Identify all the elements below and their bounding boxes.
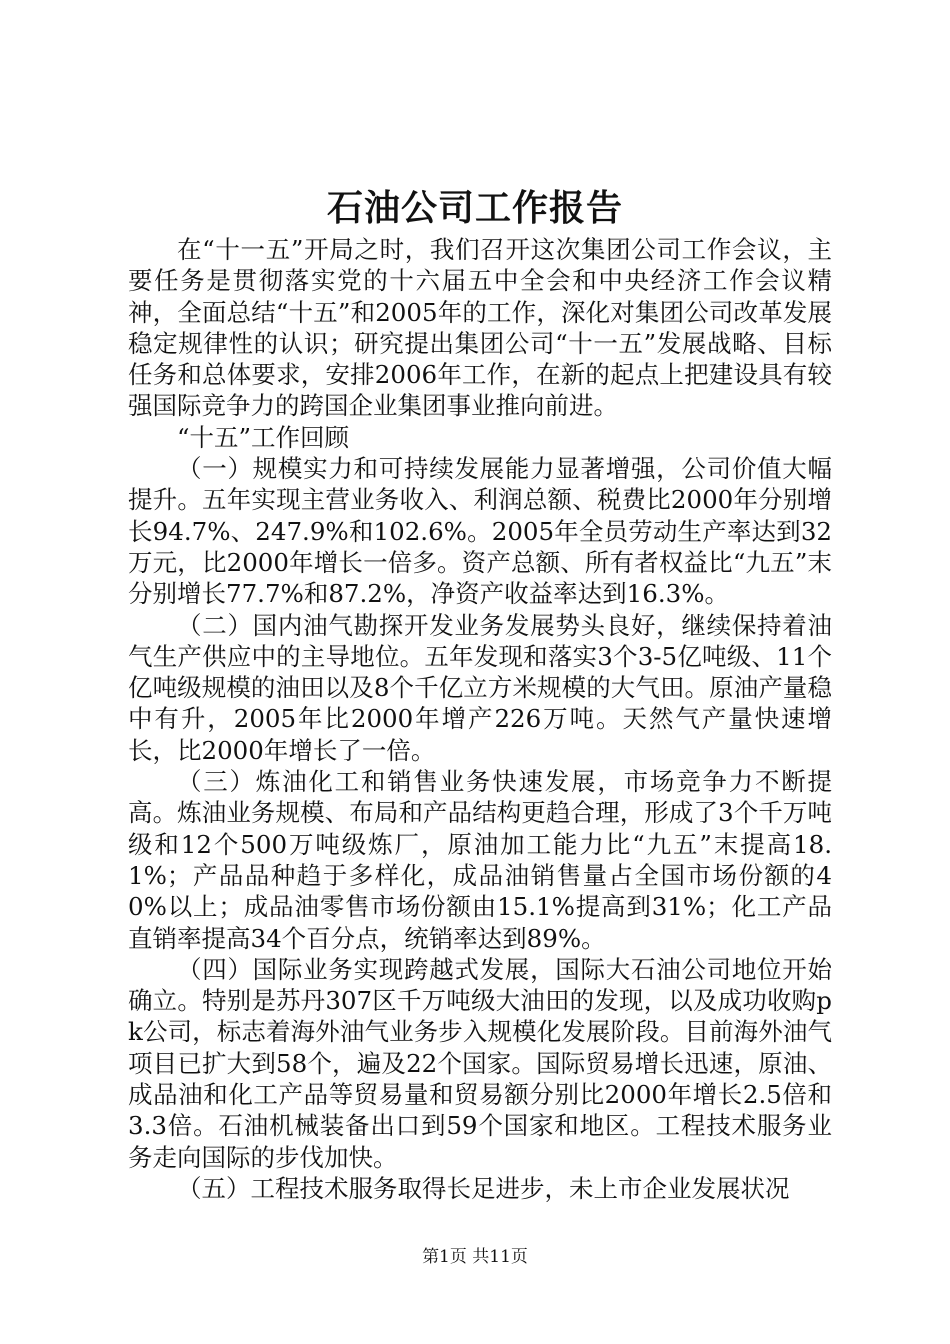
- page-footer: 第1页 共11页: [422, 1247, 528, 1267]
- document-title: 石油公司工作报告: [326, 187, 623, 229]
- document-body: [128, 234, 832, 1204]
- paragraph-item-1: （一）规模实力和可持续发展能力显著增强，公司价值大幅提升。五年实现主营业务收入、利润总额、税费比2000年分别增长94.7%、247.9%和102.6%。2005年全员劳动生产率达到32万元，比2000年增长一倍多。资产总额、所有者权益比“九五”末分别增长77.7%和87.2%，净资产收益率达到16.3%。: [128, 454, 832, 609]
- paragraph-item-2: （二）国内油气勘探开发业务发展势头良好，继续保持着油气生产供应中的主导地位。五年发现和落实3个3-5亿吨级、11个亿吨级规模的油田以及8个千亿立方米规模的大气田。原油产量稳中有升，2005年比2000年增产226万吨。天然气产量快速增长，比2000年增长了一倍。: [128, 610, 832, 765]
- paragraph-item-4: （四）国际业务实现跨越式发展，国际大石油公司地位开始确立。特别是苏丹307区千万吨级大油田的发现，以及成功收购pk公司，标志着海外油气业务步入规模化发展阶段。目前海外油气项目已扩大到58个，遍及22个国家。国际贸易增长迅速，原油、成品油和化工产品等贸易量和贸易额分别比2000年增长2.5倍和3.3倍。石油机械装备出口到59个国家和地区。工程技术服务业务走向国际的步伐加快。: [128, 954, 832, 1172]
- section-heading-review: “十五”工作回顾: [177, 422, 350, 452]
- paragraph-item-5: （五）工程技术服务取得长足进步，未上市企业发展状况: [177, 1173, 790, 1203]
- paragraph-item-3: （三）炼油化工和销售业务快速发展，市场竞争力不断提高。炼油业务规模、布局和产品结构更趋合理，形成了3个千万吨级和12个500万吨级炼厂，原油加工能力比“九五”末提高18.1%；产品品种趋于多样化，成品油销售量占全国市场份额的40%以上；成品油零售市场份额由15.1%提高到31%；化工产品直销率提高34个百分点，统销率达到89%。: [128, 767, 832, 953]
- paragraph-intro: 在“十一五”开局之时，我们召开这次集团公司工作会议，主要任务是贯彻落实党的十六届五中全会和中央经济工作会议精神，全面总结“十五”和2005年的工作，深化对集团公司改革发展稳定规律性的认识；研究提出集团公司“十一五”发展战略、目标任务和总体要求，安排2006年工作，在新的起点上把建设具有较强国际竞争力的跨国企业集团事业推向前进。: [128, 235, 832, 421]
